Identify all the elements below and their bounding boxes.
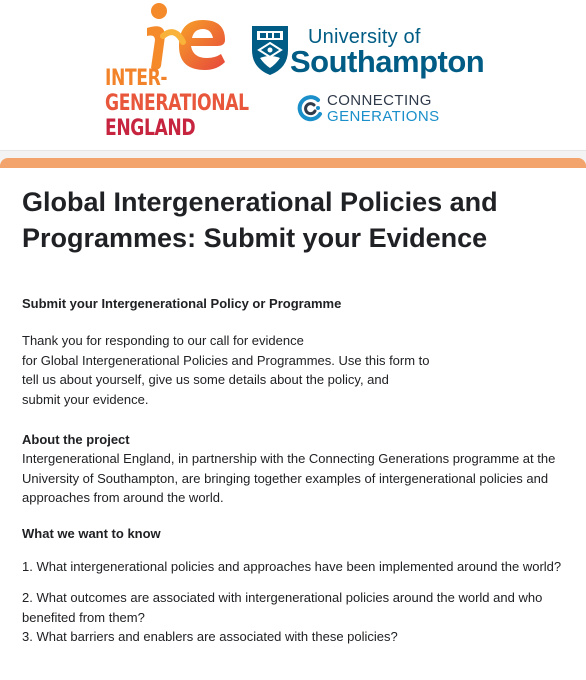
- header-banner: [0, 0, 586, 151]
- university-crest-icon: [250, 24, 290, 76]
- question-item-1: 1. What intergenerational policies and approaches have been implemented around the world?: [22, 558, 562, 574]
- thanks-line: for Global Intergenerational Policies and Programmes. Use this form to: [22, 352, 430, 368]
- ie-wordmark: [105, 66, 249, 141]
- question-item-2: 2. What outcomes are associated with intergenerational policies around the world and who benefited from them?: [22, 590, 543, 625]
- thanks-line: Thank you for responding to our call for evidence: [22, 333, 304, 348]
- question-item-3: 3. What barriers and enablers are associated with these policies?: [22, 629, 398, 644]
- about-heading: About the project: [22, 432, 130, 447]
- form-subtitle: Submit your Intergenerational Policy or Programme: [22, 296, 342, 311]
- thanks-line: submit your evidence.: [22, 391, 149, 407]
- ie-wordmark-line: GENERATIONAL: [105, 91, 249, 116]
- uos-wordmark-bottom: Southampton: [290, 44, 485, 79]
- thanks-paragraph: [22, 331, 564, 409]
- about-text: Intergenerational England, in partnership with the Connecting Generations programme at the University of Southampton, are bringing together examples of intergenerational policies and approaches from around the world.: [22, 451, 556, 505]
- form-title: Global Intergenerational Policies and Programmes: Submit your Evidence: [22, 187, 498, 253]
- cg-wordmark-line-2: GENERATIONS: [327, 108, 440, 125]
- ie-wordmark-line: ENGLAND: [105, 116, 196, 141]
- university-of-southampton-logo: [250, 24, 485, 82]
- intergenerational-england-logo: [105, 2, 247, 148]
- cg-wordmark-line-1: CONNECTING: [327, 92, 432, 109]
- ie-wordmark-line: INTER-: [105, 66, 168, 91]
- uos-wordmark-top: University of: [308, 26, 421, 48]
- ie-monogram-icon: [135, 2, 231, 72]
- connecting-generations-icon: [296, 94, 324, 122]
- want-heading: What we want to know: [22, 525, 161, 541]
- connecting-generations-logo: [296, 92, 456, 126]
- form-header-card: [0, 158, 586, 680]
- thanks-line: tell us about yourself, give us some details about the policy, and: [22, 372, 389, 387]
